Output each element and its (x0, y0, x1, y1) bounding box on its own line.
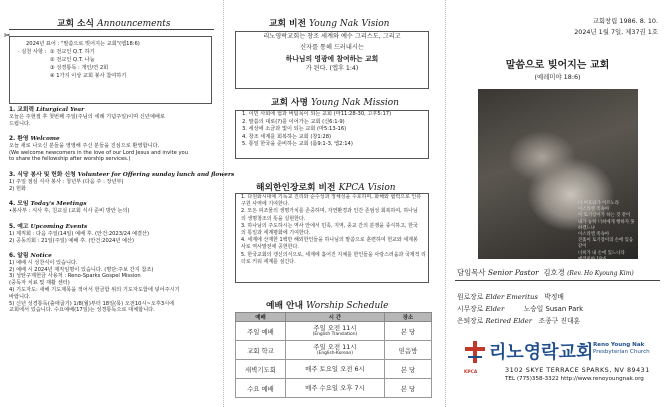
section-line: 1) 제직회 : 다음 주일(14일) 예배 후. (안건:2023/24 예결산) (9, 230, 150, 237)
church-contact: TEL (775)358-3322 http://www.renoyoungnak.org (505, 376, 644, 382)
worship-title-ko: 예배 안내 (266, 301, 304, 311)
kpca-item: 의 통일과 세계평화에 기여한다. (241, 230, 311, 237)
section-liturgical-year (9, 107, 214, 127)
motto-line: 2024년 표어 : "말씀으로 빚어지는 교회"(렘18:6) (26, 41, 140, 47)
section-line: 교회에서 있습니다. 수요예배(17일)는 성경통독으로 대체합니다. (9, 307, 155, 314)
worship-time-note: (English Translation) (312, 332, 358, 337)
caption-line: 내가 능히 너희에게 행하지 못하겠느냐 (578, 219, 635, 231)
senior-pastor (457, 267, 634, 278)
kpca-item: 3. 하나님의 주도하시는 역사 안에서 민족, 지역, 종교 간의 분쟁을 종식하고, 한국 (241, 222, 418, 229)
caption-line: 예레미야 18:6 (578, 256, 607, 262)
staff-title-ko: 원로장로 (457, 293, 484, 301)
mission-item: 2. 말씀의 대로(?)를 이어가는 교회 (신6:1-9) (242, 118, 345, 125)
section-line: 2) 헌화 (9, 185, 26, 192)
vision-line: 가 된다. (엡후 1:4) (305, 65, 359, 73)
staff-title-en: Elder (485, 305, 505, 313)
kpca-item: 4. 세계에 산재한 1백만 해외한인들을 하나님의 말씀으로 훈련하여 헌교와 세계봉 (241, 237, 418, 244)
section-title-en: Volunteer for Offering sunday lunch and flowers (77, 172, 235, 178)
caption-line: 이스라엘 족속아 (578, 207, 610, 213)
caption-line: 나 여호와가 이르노라 (578, 201, 619, 206)
section-title-en: Liturgical Year (36, 107, 85, 113)
kpca-item: 사로 역사발전에 공헌한다. (241, 244, 299, 251)
vision-title-ko: 교회 비전 (269, 19, 307, 29)
staff-title-en: Elder Emeritus (485, 293, 538, 301)
section-line: 1) 주일 점심 식사 봉사 : 청년부 (다음 주 : 장년부) (9, 178, 124, 185)
worship-time (285, 322, 384, 341)
section-title-en: Upcoming Events (30, 224, 88, 230)
sermon-reference: (예레미야 18:6) (534, 73, 581, 81)
yearly-motto-box (9, 36, 212, 104)
table-row (236, 322, 432, 341)
vision-line: 리노영락교회는 창조 세계와 예수 그리스도, 그리고 (263, 33, 401, 40)
mission-box (235, 110, 429, 159)
section-meetings (9, 201, 214, 215)
worship-header-row (236, 313, 432, 322)
section-title-en: Today's Meetings (30, 201, 87, 207)
table-row (236, 379, 432, 398)
kpca-title (256, 180, 396, 193)
caption-line: 너희가 내 손에 있느니라 (578, 250, 625, 256)
section-number: 4. 모임 (9, 201, 29, 207)
section-line: 드립니다. (9, 120, 31, 127)
section-number: 2. 환영 (9, 136, 29, 142)
worship-name: 교회 학교 (236, 341, 286, 360)
church-address: 3102 SKYE TERRACE SPARKS, NV 89431 (505, 366, 650, 374)
section-number: 6. 알림 (9, 253, 29, 259)
pastor-label-en: Senior Pastor (487, 268, 539, 277)
staff-row (457, 291, 564, 301)
worship-name: 수요 예배 (236, 379, 286, 398)
church-name-en (593, 342, 650, 356)
kpca-item: 구원 사역에 기여한다. (241, 201, 290, 208)
section-volunteer (9, 172, 235, 192)
kpca-title-en: KPCA Vision (338, 183, 396, 193)
kpca-item: 더로 키워 세계를 섬긴다. (241, 258, 296, 265)
potter-hands-photo (478, 89, 638, 262)
worship-name: 새벽기도회 (236, 360, 286, 379)
practice-label: · 실천 사항 : (18, 49, 47, 55)
table-row (236, 360, 432, 379)
cover-column (445, 0, 670, 407)
worship-place: 믿음방 (385, 341, 432, 360)
section-welcome (9, 136, 214, 163)
section-line: 1) 예배 시 성찬식이 있습니다. (9, 259, 78, 266)
section-line: 2) 공동의회 : 21일(주일) 예배 후. (안건:2024년 예산) (9, 237, 135, 244)
staff-title-ko: 시무장로 (457, 305, 484, 313)
section-line: 4) 기도자도: 새해 기도제목을 적어서 헌금함 위의 기도자도함에 넣어주시기 (9, 286, 180, 293)
section-upcoming-events (9, 224, 214, 244)
vision-title-en: Young Nak Vision (309, 19, 390, 29)
pastor-label-ko: 담임목사 (457, 268, 486, 277)
worship-time-note: (English-Korean) (316, 351, 353, 356)
section-line: to share the fellowship after worship services.) (9, 156, 131, 163)
staff-name: 노승일 Susan Park (523, 305, 583, 313)
worship-time-main: 주일 오전 11시 (313, 343, 357, 351)
announcements-title (57, 16, 171, 29)
mission-item: 1. 이민 사회에 험과 버팀목이 되는 교회 (마11:28-30, 고후5:17) (242, 111, 392, 117)
vision-title (269, 16, 389, 29)
sermon-title: 말씀으로 빚어지는 교회 (505, 60, 610, 71)
section-line: (중독자 치료 및 재활 센터) (9, 280, 70, 287)
staff-row (457, 303, 583, 313)
worship-time: 매주 토요일 오전 6시 (285, 360, 384, 379)
section-line: •봉사부 : 식사 후, 친교실 (교회 식사 준비 방안 논의) (9, 207, 130, 214)
section-line: 2) 예배 시 2024년 제직임명이 있습니다. (명단:주보 간지 참조) (9, 266, 154, 273)
mission-item: 5. 통일 한국을 준비하는 교회 (롬9:1-3, 엡2:14) (242, 141, 353, 148)
church-name-en-line: Presbyterian Church (593, 349, 650, 355)
photo-caption (578, 201, 636, 263)
section-line: 오늘은 주현절 후 첫번째 주일(주님의 세례 기념주일)이며 신년예배로 (9, 113, 165, 120)
caption-line: 진흙이 토기장이의 손에 있음 같이 (578, 238, 634, 250)
worship-title (266, 298, 389, 311)
mission-title-en: Young Nak Mission (311, 98, 399, 108)
church-name-en-line: Reno Young Nak (593, 342, 645, 348)
church-cross-logo-icon (465, 341, 485, 363)
practice-item: ① 전교인 Q.T. 하기 (50, 49, 95, 55)
section-title-en: Welcome (30, 136, 60, 142)
section-line: 오늘 새로 나오신 분들을 영영해 주신 분들을 진심으로 환영합니다. (9, 142, 160, 149)
worship-time (285, 341, 384, 360)
founded-date: 교회창립 1986. 8. 10. (592, 17, 658, 25)
header-cell: 시 간 (285, 313, 384, 322)
pastor-name: 김호경 (543, 268, 565, 277)
worship-time: 매주 수요일 오후 7시 (285, 379, 384, 398)
kpca-mark: KPCA (464, 370, 478, 375)
section-title-en: Notice (30, 253, 52, 259)
staff-row (457, 315, 580, 325)
header-cell: 장소 (385, 313, 432, 322)
worship-time-main: 주일 오전 11시 (313, 324, 357, 332)
worship-place: 본 당 (385, 360, 432, 379)
section-number: 5. 예고 (9, 224, 29, 230)
divider (9, 29, 214, 30)
vision-line: 신자를 통해 드러내시는 (300, 43, 364, 51)
staff-title-en: Retired Elder (485, 317, 533, 325)
kpca-item: 1. 다원화시대에 기독교 진리와 순수성과 정체성을 수호하며, 화해와 협력으로 인류 (241, 194, 422, 200)
caption-line: 이 토기장이가 하는 것 같이 (578, 213, 631, 219)
announcements-column (0, 0, 235, 407)
staff-name: 박정배 (544, 293, 564, 301)
practice-item: ④ 1가지 이상 교회 봉사 참여하기 (50, 73, 127, 79)
mission-title (271, 95, 399, 108)
kpca-box (235, 193, 429, 283)
mission-item: 4. 창조 세계를 회복하는 교회 (창1:28) (242, 133, 332, 140)
church-name-ko: 리노영락교회 (489, 342, 594, 363)
section-number: 3. 식당 봉사 및 헌화 신청 (9, 172, 76, 178)
worship-place: 본 당 (385, 322, 432, 341)
mission-item: 3. 세상에 소금과 빛이 되는 교회 (마5:13-16) (242, 126, 347, 133)
vision-highlight: 하나님의 영광에 참여하는 교회 (285, 54, 379, 63)
worship-title-en: Worship Schedule (306, 301, 389, 311)
section-line: 3) 성탄구제헌금 사용처 : Reno-Sparks Gospel Mission (9, 273, 141, 280)
worship-name: 주일 예배 (236, 322, 286, 341)
staff-title-ko: 은퇴장로 (457, 317, 484, 325)
announcements-title-ko: 교회 소식 (57, 19, 95, 29)
section-line: 바랍니다. (9, 293, 31, 300)
practice-item: ③ 성경통독 : 개인/연 2회 (50, 65, 109, 71)
practice-item: ② 전교인 Q.T. 나눔 (50, 57, 95, 63)
announcements-title-en: Announcements (97, 19, 171, 29)
section-notice (9, 253, 214, 314)
section-number: 1. 교회력 (9, 107, 35, 113)
section-line: (We welcome newcomers in the love of our Lord Jesus and invite you (9, 149, 188, 156)
staff-name: 조종구 진대훈 (538, 317, 581, 325)
vision-column (223, 0, 446, 407)
kpca-item: 의 생명창조의 뜻을 실현한다. (241, 215, 306, 222)
kpca-item: 5. 한국교회의 갱신의식으로, 세계에 흩어진 지체를 한인들을 사랑스러움과 국제적 리 (241, 251, 426, 258)
header-cell: 예배 (236, 313, 286, 322)
kpca-title-ko: 해외한인장로회 비전 (256, 183, 336, 193)
mission-title-ko: 교회 사명 (271, 98, 309, 108)
caption-line: 이스라엘 족속아 (578, 232, 610, 238)
worship-place: 본 당 (385, 379, 432, 398)
divider (455, 280, 660, 281)
kpca-item: 2. 모든 피조물의 생명가치를 존중하며, 자연환경과 인간 존엄성 회복하여, 하나님 (241, 208, 418, 215)
section-line: 5) 신년 성경통독(출애굽기) 1/8(월)부터 18일(목) 오전10시~오후3시에 (9, 300, 175, 307)
issue-info: 2024년 1월 7일, 제37권 1호 (574, 28, 658, 36)
vision-box (235, 31, 429, 89)
pastor-name-en: (Rev. Ho Kyoung Kim) (567, 270, 634, 277)
worship-table (235, 312, 432, 398)
scissors-icon: ✂ (4, 31, 11, 40)
table-row (236, 341, 432, 360)
